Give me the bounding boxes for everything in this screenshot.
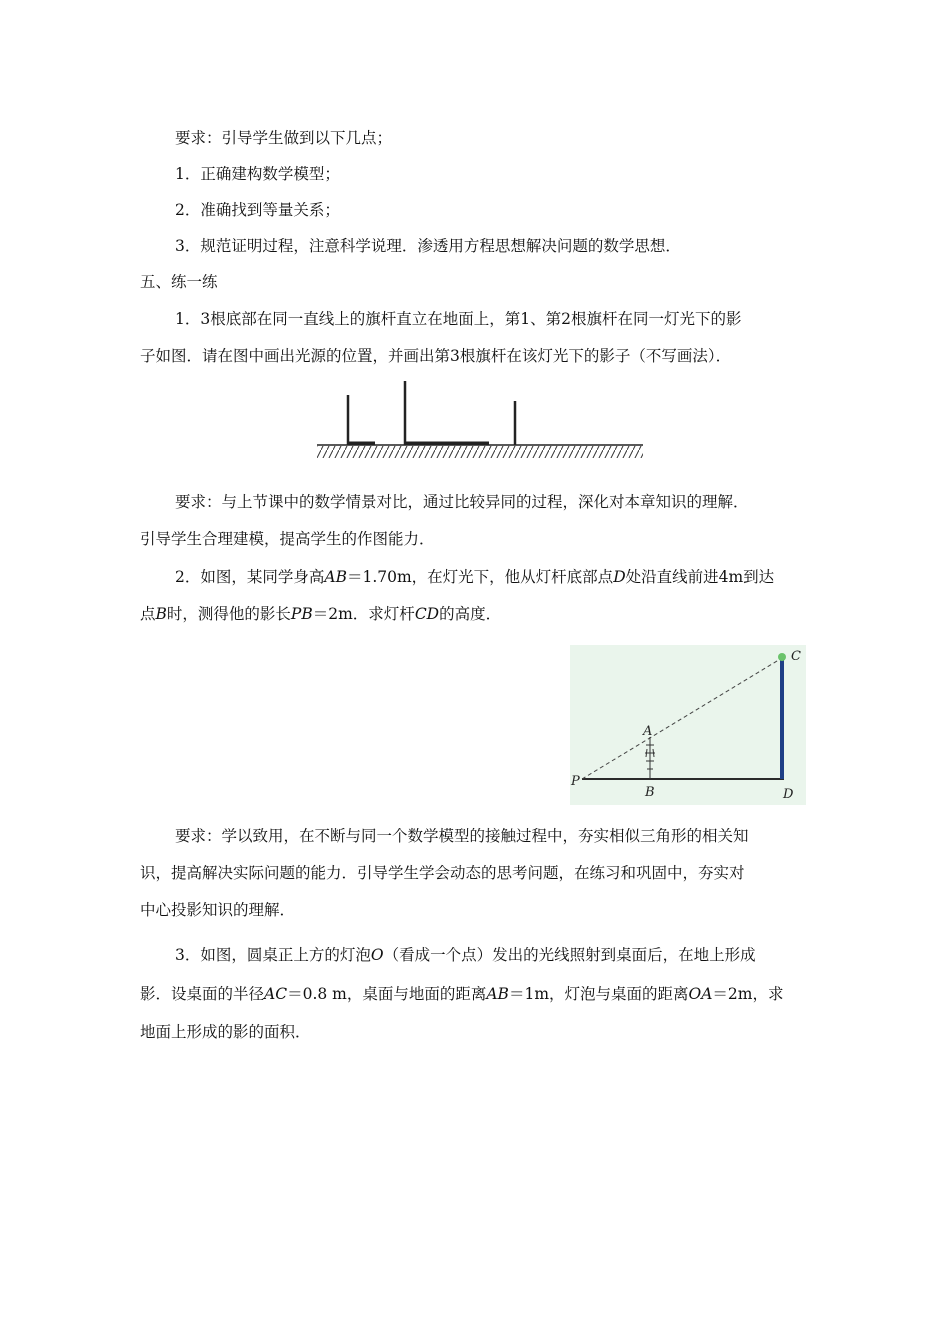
problem2-text-line1: 2．如图，某同学身高AB＝1.70m，在灯光下，他从灯杆底部点D处沿直线前进4m到达 <box>175 568 775 586</box>
label-b: B <box>645 785 655 800</box>
light-ray-pc <box>582 658 782 779</box>
label-p: P <box>571 774 580 789</box>
flagpole-shadow-figure <box>315 378 645 460</box>
problem2-text-line2: 点B时，测得他的影长PB＝2m．求灯杆CD的高度． <box>140 605 502 623</box>
problem2-requirement-line2: 识，提高解决实际问题的能力．引导学生学会动态的思考问题，在练习和巩固中，夯实对 <box>140 864 745 882</box>
problem3-text-line2: 影．设桌面的半径AC＝0.8 m，桌面与地面的距离AB＝1m，灯泡与桌面的距离OA＝2m，求 <box>140 985 784 1003</box>
lamp-icon <box>778 653 786 661</box>
section-heading-practice: 五、练一练 <box>140 273 218 291</box>
problem2-requirement-line1: 要求：学以致用，在不断与同一个数学模型的接触过程中，夯实相似三角形的相关知 <box>175 827 749 845</box>
problem3-text-line3: 地面上形成的影的面积． <box>140 1023 311 1041</box>
label-a: A <box>643 724 653 739</box>
problem1-requirement-line1: 要求：与上节课中的数学情景对比，通过比较异同的过程，深化对本章知识的理解． <box>175 493 749 511</box>
list-item-3: 3．规范证明过程，注意科学说理．渗透用方程思想解决问题的数学思想． <box>175 237 681 255</box>
problem1-text-line2: 子如图．请在图中画出光源的位置，并画出第3根旗杆在该灯光下的影子（不写画法）． <box>140 347 732 365</box>
problem3-text-line1: 3．如图，圆桌正上方的灯泡O（看成一个点）发出的光线照射到桌面后，在地上形成 <box>175 946 756 964</box>
label-d: D <box>783 787 794 802</box>
requirement-intro: 要求：引导学生做到以下几点； <box>175 129 393 147</box>
problem2-requirement-line3: 中心投影知识的理解． <box>140 901 296 919</box>
problem1-requirement-line2: 引导学生合理建模，提高学生的作图能力． <box>140 530 435 548</box>
person-ab <box>645 737 655 779</box>
problem1-text-line1: 1．3根底部在同一直线上的旗杆直立在地面上，第1、第2根旗杆在同一灯光下的影 <box>175 310 742 328</box>
label-c: C <box>791 649 801 664</box>
lamp-post-figure <box>570 645 806 805</box>
list-item-1: 1．正确建构数学模型； <box>175 165 340 183</box>
list-item-2: 2．准确找到等量关系； <box>175 201 340 219</box>
ground-hatching <box>317 446 643 458</box>
